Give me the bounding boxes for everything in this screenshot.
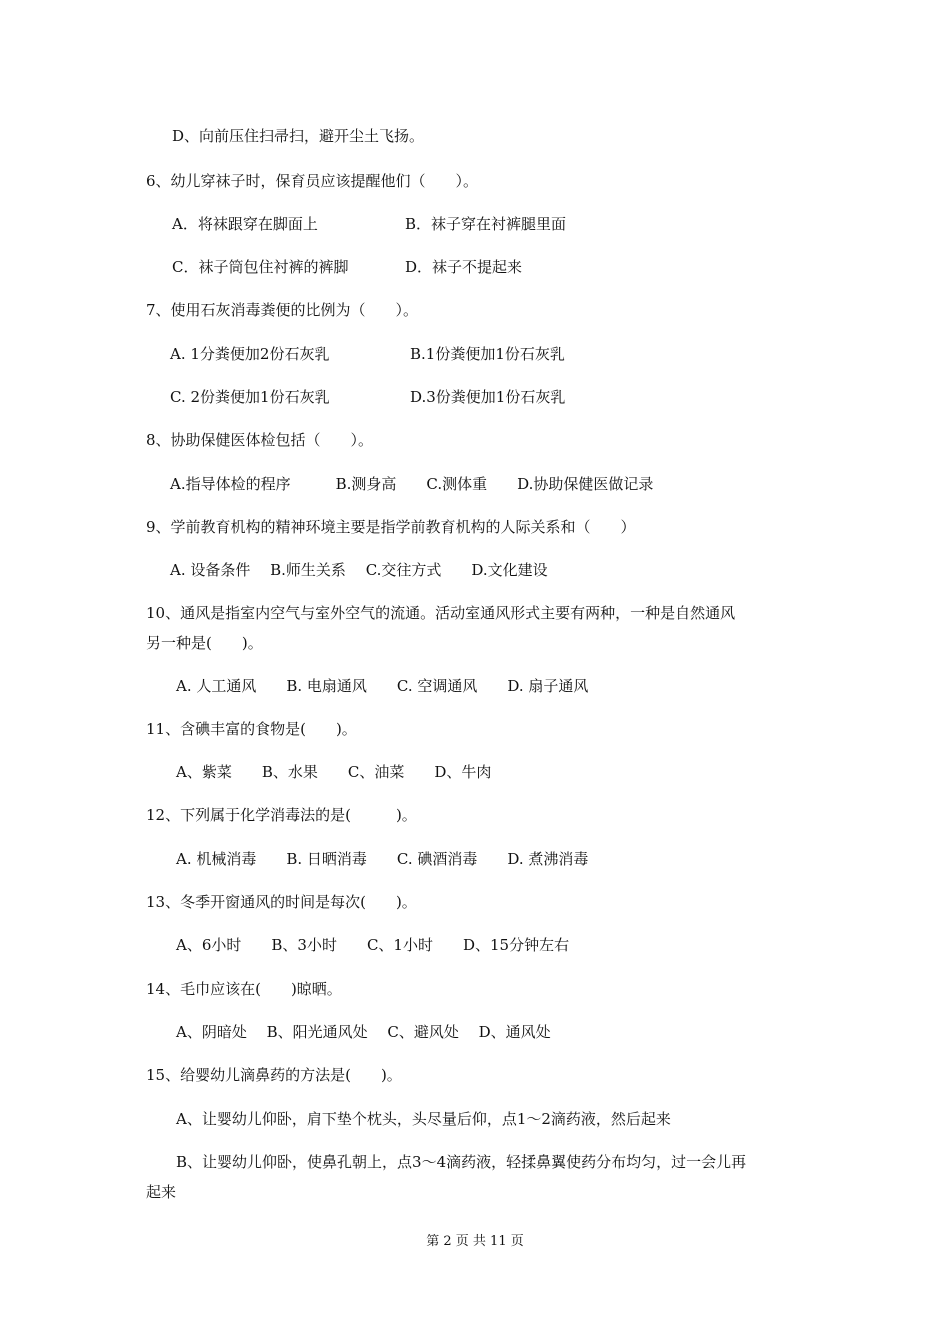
q12-stem: 12、下列属于化学消毒法的是( )。 — [146, 806, 417, 824]
q14-stem: 14、毛巾应该在( )晾晒。 — [146, 980, 342, 998]
q9-options: A. 设备条件 B.师生关系 C.交往方式 D.文化建设 — [170, 561, 548, 579]
q10-stem-line1: 10、通风是指室内空气与室外空气的流通。活动室通风形式主要有两种，一种是自然通风 — [146, 604, 736, 622]
q6-stem: 6、幼儿穿袜子时，保育员应该提醒他们（ ）。 — [146, 172, 479, 190]
q6-option-c: C．袜子筒包住衬裤的裤脚 — [172, 258, 349, 276]
q11-options: A、紫菜 B、水果 C、油菜 D、牛肉 — [176, 763, 492, 781]
q14-options: A、阴暗处 B、阳光通风处 C、避风处 D、通风处 — [176, 1023, 551, 1041]
q10-stem-line2: 另一种是( )。 — [146, 634, 263, 652]
q15-option-b-line1: B、让婴幼儿仰卧，使鼻孔朝上，点3～4滴药液，轻揉鼻翼使药分布均匀，过一会儿再 — [176, 1153, 747, 1171]
q15-option-b-line2: 起来 — [146, 1183, 177, 1201]
q6-option-b: B．袜子穿在衬裤腿里面 — [405, 215, 567, 233]
q11-stem: 11、含碘丰富的食物是( )。 — [146, 720, 357, 738]
q9-stem: 9、学前教育机构的精神环境主要是指学前教育机构的人际关系和（ ） — [146, 518, 636, 536]
q15-stem: 15、给婴幼儿滴鼻药的方法是( )。 — [146, 1066, 402, 1084]
q10-options: A. 人工通风 B. 电扇通风 C. 空调通风 D. 扇子通风 — [176, 677, 589, 695]
q7-stem: 7、使用石灰消毒粪便的比例为（ ）。 — [146, 301, 419, 319]
q7-option-a: A. 1分粪便加2份石灰乳 — [170, 345, 330, 363]
q7-option-c: C. 2份粪便加1份石灰乳 — [170, 388, 330, 406]
q6-option-d: D．袜子不提起来 — [405, 258, 523, 276]
page-footer: 第 2 页 共 11 页 — [426, 1234, 524, 1249]
q7-option-d: D.3份粪便加1份石灰乳 — [410, 388, 566, 406]
q5-option-d: D、向前压住扫帚扫，避开尘土飞扬。 — [172, 127, 425, 145]
q12-options: A. 机械消毒 B. 日晒消毒 C. 碘酒消毒 D. 煮沸消毒 — [176, 850, 589, 868]
q7-option-b: B.1份粪便加1份石灰乳 — [410, 345, 565, 363]
q8-options: A.指导体检的程序 B.测身高 C.测体重 D.协助保健医做记录 — [170, 475, 654, 493]
q13-options: A、6小时 B、3小时 C、1小时 D、15分钟左右 — [176, 936, 570, 954]
q15-option-a: A、让婴幼儿仰卧，肩下垫个枕头，头尽量后仰，点1～2滴药液，然后起来 — [176, 1110, 671, 1128]
q13-stem: 13、冬季开窗通风的时间是每次( )。 — [146, 893, 417, 911]
q6-option-a: A．将袜跟穿在脚面上 — [172, 215, 318, 233]
q8-stem: 8、协助保健医体检包括（ ）。 — [146, 431, 374, 449]
